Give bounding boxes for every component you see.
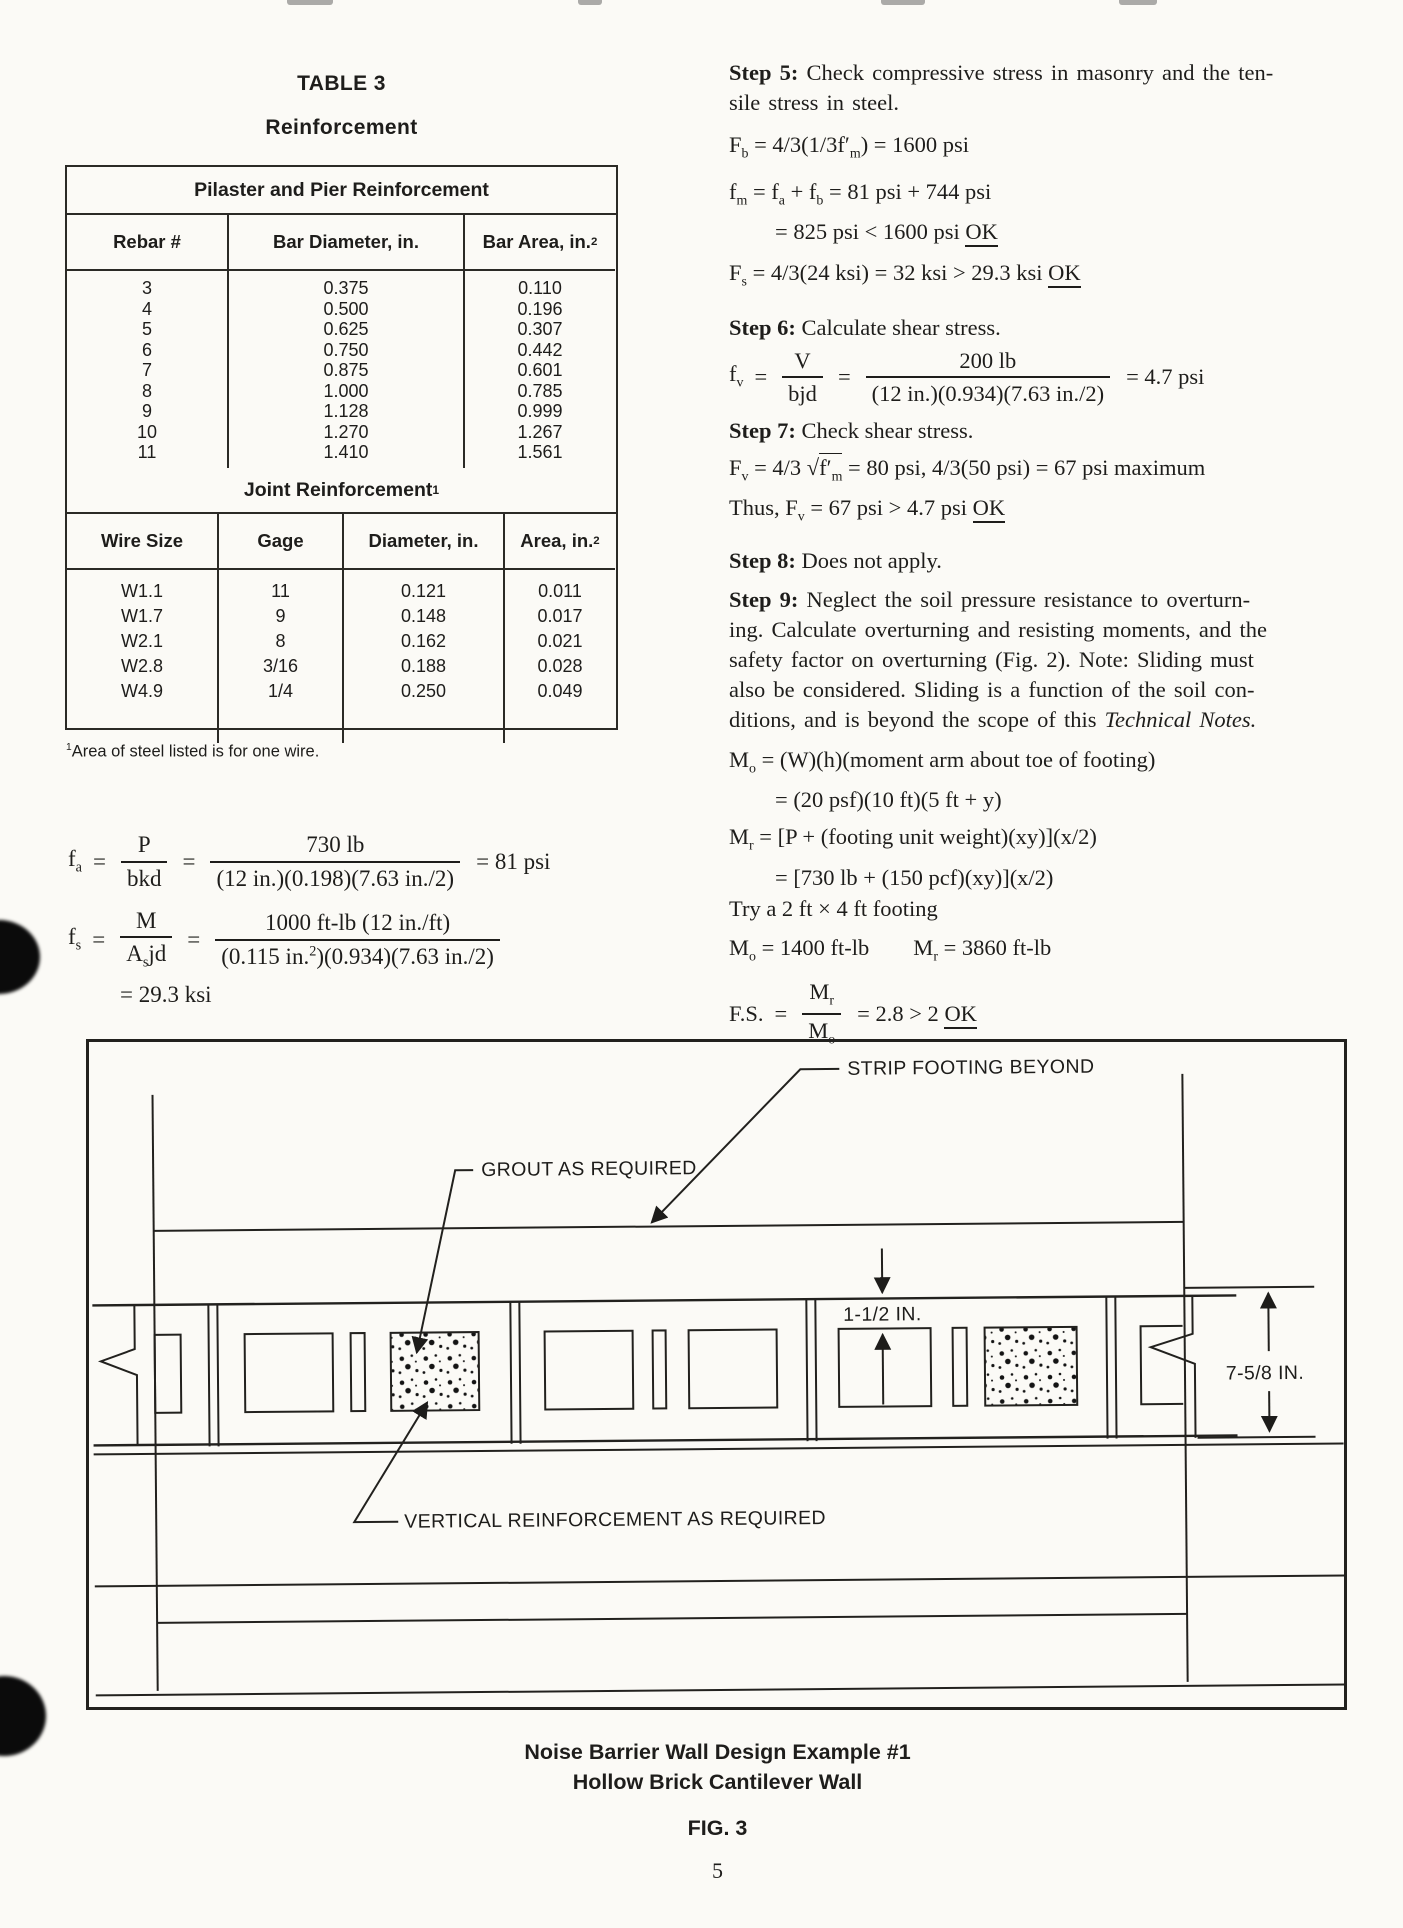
break-line-left	[100, 1305, 137, 1445]
text-line: sile stress in steel.	[729, 90, 899, 115]
dim-wall-tick-top	[1184, 1287, 1314, 1288]
numerator: V	[794, 347, 811, 373]
brick-cell	[545, 1331, 634, 1410]
table-cell: 0.500	[323, 298, 369, 319]
equals-sign: =	[182, 848, 196, 874]
web-slot	[953, 1328, 968, 1406]
denominator: (0.115 in.$^2$)(0.934)(7.63 in./2)	[221, 943, 494, 969]
left-equations	[68, 832, 628, 1008]
column-header: Rebar #	[67, 215, 227, 271]
dim-wall-label: 7-5/8 IN.	[1225, 1361, 1305, 1385]
step6-heading: Step 6: Calculate shear stress.	[729, 314, 1001, 340]
scan-artifact	[1119, 0, 1157, 5]
equation-fs	[68, 908, 628, 972]
equals-sign: =	[187, 926, 201, 952]
eq-result: = 4.7 psi	[1126, 363, 1205, 389]
table-cell: W1.7	[120, 606, 163, 626]
footing-front-edge	[94, 1444, 1344, 1455]
step9-paragraph	[729, 585, 1361, 735]
scan-artifact	[881, 0, 925, 5]
denominator: (12 in.)(0.198)(7.63 in./2)	[216, 865, 455, 891]
table-cell: 0.188	[400, 656, 447, 676]
table-cell: 6	[141, 339, 152, 360]
head-joint	[1106, 1297, 1116, 1439]
moment-values	[729, 933, 1361, 972]
binding-hole	[0, 920, 40, 994]
equals-sign: =	[92, 926, 106, 952]
column-header: Bar Diameter, in.	[229, 215, 463, 271]
binding-hole	[0, 1676, 46, 1756]
fraction-bar	[121, 861, 168, 863]
grout-label: GROUT AS REQUIRED	[481, 1157, 697, 1182]
column-values	[67, 570, 217, 743]
brick-cell	[689, 1329, 778, 1408]
table-cell: 0.307	[517, 319, 563, 339]
scan-artifact	[287, 0, 333, 5]
equation-fv	[729, 348, 1361, 406]
eq-result: = 81 psi	[476, 848, 551, 874]
table-column	[503, 514, 615, 743]
table-cell: 7	[141, 360, 152, 380]
right-extension-line	[1182, 1074, 1187, 1682]
figure-inner-bottom-line	[96, 1685, 1346, 1696]
scan-artifact	[578, 0, 602, 5]
brick-cell	[839, 1328, 932, 1407]
table-cell: 11	[137, 442, 157, 462]
dim-wall-tick-bottom	[1198, 1437, 1316, 1438]
table-section-header: Joint Reinforcement 1	[67, 468, 616, 514]
vertical-reinforcement-leader	[353, 1403, 428, 1523]
table-cell: 0.021	[537, 631, 583, 651]
wall-outer-face	[92, 1295, 1236, 1305]
table-cell: 5	[141, 319, 152, 339]
figure-frame	[88, 1041, 1346, 1709]
page-number: 5	[712, 1858, 723, 1883]
table-cell: 0.625	[323, 319, 369, 339]
footing-lower-edge	[95, 1576, 1345, 1587]
text-line: Step 5: Check compressive stress in masonry and the ten-	[729, 60, 1274, 85]
table-cell: 0.601	[517, 360, 563, 380]
column-header: Bar Area, in. 2	[465, 215, 615, 271]
text-line: ing. Calculate overturning and resisting moments, and the	[729, 616, 1268, 642]
mr-value: $M_r = 3860$ ft-lb	[913, 934, 1052, 965]
reinforcement-table	[65, 165, 618, 730]
mr-eq1: $M_r = [P$ + (footing unit weight)(xy)](x/2)	[729, 824, 1097, 854]
vertical-reinforcement-label: VERTICAL REINFORCEMENT AS REQUIRED	[404, 1507, 827, 1533]
figure-caption-line1: Noise Barrier Wall Design Example #1	[524, 1740, 911, 1764]
fraction	[210, 832, 460, 892]
figure-caption-line2: Hollow Brick Cantilever Wall	[572, 1770, 863, 1794]
figure-3	[85, 1038, 1350, 1718]
column-values	[229, 271, 463, 468]
fraction	[120, 908, 172, 972]
grouted-cell	[985, 1327, 1078, 1406]
text-line: Step 9: Neglect the soil pressure resistance to overturn-	[729, 586, 1251, 612]
fraction-bar	[782, 376, 823, 378]
table-cell: 0.148	[400, 606, 447, 626]
table-cell: W2.8	[120, 656, 163, 676]
table-cell: W1.1	[120, 581, 163, 601]
denominator: $A_sjd$	[126, 941, 167, 971]
table-cell: 0.250	[400, 681, 447, 701]
table-cell: 0.028	[537, 656, 583, 676]
table-cell: 1.000	[323, 380, 369, 401]
fraction-bar	[120, 936, 172, 938]
break-line-right	[1150, 1296, 1195, 1438]
dim-small-label: 1-1/2 IN.	[843, 1303, 922, 1326]
numerator: 200 lb	[959, 347, 1017, 373]
step5-eq2b: = 825 psi < 1600 psi OK	[775, 217, 1361, 246]
web-slot	[351, 1333, 366, 1411]
text-line: also be considered. Sliding is a function of the soil con-	[729, 676, 1255, 702]
text-line: ditions, and is beyond the scope of this Technical Notes.	[729, 706, 1257, 732]
strip-footing-leader	[650, 1069, 840, 1223]
equals-sign: =	[754, 363, 768, 389]
table-section-header: Pilaster and Pier Reinforcement	[67, 167, 616, 215]
text-line: safety factor on overturning (Fig. 2). Note: Sliding must	[729, 646, 1254, 672]
strip-footing-label: STRIP FOOTING BEYOND	[847, 1055, 1095, 1080]
table-cell: 0.121	[400, 581, 447, 601]
step5-eq2a: $f_m = f_a + f_b = 81$ psi + 744 psi	[729, 178, 992, 208]
column-values	[505, 570, 615, 743]
table-cell: 4	[141, 298, 152, 319]
column-header: Area, in. 2	[505, 514, 615, 570]
table-label: TABLE 3	[297, 72, 386, 95]
table-cell: 9	[141, 401, 152, 421]
fraction-bar	[802, 1013, 841, 1015]
table-cell: 0.785	[517, 380, 563, 401]
denominator: bjd	[788, 380, 817, 406]
table-title: Reinforcement	[265, 116, 418, 139]
table-cell: 0.162	[400, 631, 447, 651]
table-cell: 1/4	[267, 681, 294, 701]
table-cell: 0.110	[518, 278, 562, 298]
fraction	[121, 832, 168, 892]
step7-eq1: $F_v = 4/3$ $√f'_m = 80$ psi, 4/3(50 psi) = 67 psi maximum	[729, 454, 1206, 485]
mo-value: $M_o = 1400$ ft-lb	[729, 934, 870, 965]
step5-paragraph	[729, 58, 1361, 118]
table-cell: 0.750	[323, 339, 369, 360]
head-joint	[806, 1299, 816, 1441]
eq-lhs: F.S.	[729, 1000, 764, 1026]
grouted-cell	[391, 1332, 480, 1411]
eq-lhs: $f_s$	[68, 924, 82, 954]
table-column	[217, 514, 342, 743]
table-cell: 3/16	[262, 656, 299, 676]
dim-wall-arrow-top	[1268, 1293, 1269, 1351]
table-cell: 1.561	[517, 442, 563, 462]
head-joint	[208, 1304, 218, 1446]
numerator: M	[136, 907, 157, 933]
fraction	[782, 348, 823, 406]
denominator: $M_o$	[808, 1017, 836, 1047]
denominator: bkd	[126, 865, 162, 891]
column-values	[219, 570, 342, 743]
table-cell: 0.999	[517, 401, 563, 421]
table-cell: 8	[275, 631, 286, 651]
web-slot	[653, 1330, 667, 1408]
dim-small-arrow-bottom	[883, 1335, 884, 1405]
numerator: P	[137, 832, 151, 857]
pilaster-section	[67, 215, 616, 468]
table-cell: 0.196	[517, 298, 563, 319]
table-cell: 0.442	[517, 339, 563, 360]
column-header: Diameter, in.	[344, 514, 503, 570]
table-cell: 8	[141, 380, 152, 401]
equals-sign: =	[774, 1000, 788, 1026]
grout-leader	[415, 1170, 475, 1352]
numerator: $M_r$	[809, 979, 835, 1009]
table-column	[67, 215, 227, 468]
table-cell: 10	[136, 421, 158, 442]
fraction-bar	[210, 861, 460, 863]
table-cell: 0.017	[537, 606, 583, 626]
table-cell: W4.9	[120, 681, 163, 701]
table-cell: W2.1	[120, 631, 163, 651]
table-column	[342, 514, 503, 743]
column-values	[465, 271, 615, 468]
table-cell: 1.270	[323, 421, 369, 442]
eq-lhs: $f_a$	[68, 846, 82, 877]
figure-number: FIG. 3	[687, 1816, 748, 1840]
table-cell: 1.128	[323, 401, 369, 421]
eq-result: = 2.8 > 2 OK	[857, 1001, 977, 1027]
table-cell: 0.875	[323, 360, 369, 380]
step5-eq1: $F_b = 4/3(1/3f'_m) = 1600$ psi	[729, 132, 970, 162]
footing-bottom-line	[157, 1614, 1187, 1623]
table-cell: 0.011	[538, 581, 582, 601]
wall-inner-face	[94, 1435, 1238, 1445]
brick-cell	[245, 1333, 334, 1412]
numerator: 1000 ft-lb (12 in./ft)	[264, 909, 451, 935]
step7-eq2: Thus, $F_v = 67$ psi > 4.7 psi OK	[729, 495, 1006, 525]
eq-result-continued: = 29.3 ksi	[120, 981, 212, 1007]
table-column	[463, 215, 615, 468]
equals-sign: =	[837, 363, 851, 389]
step5-eq3: $F_s = 4/3(24$ ksi) = 32 ksi > 29.3 ksi OK	[729, 260, 1081, 290]
equation-fa	[68, 832, 628, 892]
joint-section	[67, 514, 616, 743]
table-cell: 11	[271, 581, 290, 601]
fraction-bar	[866, 376, 1110, 378]
column-values	[344, 570, 503, 743]
try-footing-line: Try a 2 ft × 4 ft footing	[729, 895, 938, 921]
table-cell: 0.375	[323, 278, 369, 298]
table-footnote: $^1$Area of steel listed is for one wire.	[66, 742, 320, 761]
column-values	[67, 271, 227, 468]
head-joint	[510, 1302, 520, 1444]
step7-heading: Step 7: Check shear stress.	[729, 417, 974, 443]
steps-column	[729, 58, 1361, 1048]
step8-heading: Step 8: Does not apply.	[729, 547, 942, 573]
table-column	[227, 215, 463, 468]
eq-lhs: $f_v$	[729, 361, 744, 391]
equals-sign: =	[93, 848, 106, 874]
strip-footing-line	[154, 1222, 1184, 1231]
mo-eq2: = (20 psf)(10 ft)(5 ft + y)	[775, 787, 1002, 813]
table-cell: 1.267	[517, 421, 563, 442]
wall-section-drawing	[85, 1038, 1350, 1713]
brick-cell	[155, 1335, 182, 1413]
fraction-bar	[215, 939, 500, 941]
table-cell: 3	[141, 278, 152, 298]
denominator: (12 in.)(0.934)(7.63 in./2)	[871, 380, 1105, 406]
drawing-content	[90, 1054, 1345, 1696]
partial-cell	[1141, 1326, 1184, 1404]
numerator: 730 lb	[306, 832, 365, 857]
mo-eq1: $M_o$ = (W)(h)(moment arm about toe of footing)	[729, 746, 1156, 777]
column-header: Gage	[219, 514, 342, 570]
table-cell: 0.049	[537, 681, 583, 701]
column-header: Wire Size	[67, 514, 217, 570]
table-cell: 1.410	[323, 442, 369, 462]
fraction	[215, 910, 500, 970]
fraction	[866, 348, 1110, 406]
mr-eq2: = [730 lb + (150 pcf)(xy)](x/2)	[775, 864, 1054, 890]
table-cell: 9	[275, 606, 286, 626]
table-column	[67, 514, 217, 743]
